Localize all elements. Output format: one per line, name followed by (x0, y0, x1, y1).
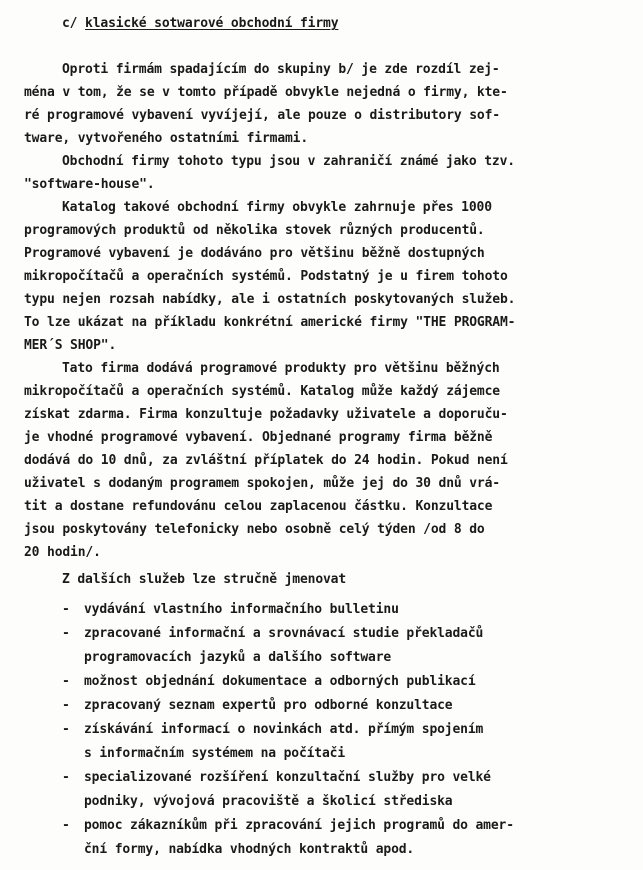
body-line: tware, vytvořeného ostatními firmami. (24, 131, 309, 146)
body-line: dodává do 10 dnů, za zvláštní příplatek do 24 hodin. Pokud není (24, 453, 508, 468)
heading-title: klasické sotwarové obchodní firmy (85, 16, 339, 31)
list-item-text: získávání informací o novinkách atd. přímým spojením (84, 722, 484, 737)
list-item-text: zpracovaný seznam expertů pro odborné konzultace (84, 698, 453, 713)
bullet-dash: - (62, 698, 70, 713)
body-line: ré programové vybavení vyvíjejí, ale pouze o distributory sof- (24, 108, 500, 123)
bullet-dash: - (62, 818, 70, 833)
list-item-text: specializované rozšíření konzultační služby pro velké (84, 770, 491, 785)
body-line: "software-house". (24, 177, 155, 192)
bullet-dash: - (62, 674, 70, 689)
body-line: Katalog takové obchodní firmy obvykle zahrnuje přes 1000 (62, 200, 492, 215)
bullet-dash: - (62, 770, 70, 785)
list-item-text: možnost objednání dokumentace a odborných publikací (84, 674, 476, 689)
body-line: Programové vybavení je dodáváno pro většinu běžně dostupných (24, 246, 485, 261)
body-line: uživatel s dodaným programem spokojen, může jej do 30 dnů vrá- (24, 476, 500, 491)
body-line: Oproti firmám spadajícím do skupiny b/ je zde rozdíl zej- (62, 62, 500, 77)
bullet-dash: - (62, 602, 70, 617)
body-line: Tato firma dodává programové produkty pro většinu běžných (62, 361, 500, 376)
list-item-text: vydávání vlastního informačního bulletinu (84, 602, 399, 617)
body-line: mikropočítačů a operačních systémů. Katalog může každý zájemce (24, 384, 500, 399)
body-line: mikropočítačů a operačních systémů. Podstatný je u firem tohoto (24, 269, 508, 284)
body-line: je vhodné programové vybavení. Objednané programy firma běžně (24, 430, 493, 445)
section-heading (62, 16, 338, 32)
body-line: MER´S SHOP". (24, 338, 117, 353)
list-item-text: programovacích jazyků a dalšího software (84, 650, 392, 665)
body-line: získat zdarma. Firma konzultuje požadavky uživatele a doporuču- (24, 407, 508, 422)
body-line: tit a dostane refundovánu celou zaplacenou částku. Konzultace (24, 499, 493, 514)
body-line: jsou poskytovány telefonicky nebo osobně celý týden /od 8 do (24, 522, 485, 537)
bullet-dash: - (62, 722, 70, 737)
body-line: ména v tom, že se v tomto případě obvykle nejedná o firmy, kte- (24, 85, 508, 100)
heading-prefix: c/ (62, 16, 78, 31)
body-line: typu nejen rozsah nabídky, ale i ostatních poskytovaných služeb. (24, 292, 516, 307)
list-item-text: podniky, vývojová pracoviště a školicí střediska (84, 794, 453, 809)
body-line: Z dalších služeb lze stručně jmenovat (62, 572, 347, 587)
body-line: Obchodní firmy tohoto typu jsou v zahraničí známé jako tzv. (62, 154, 515, 169)
body-line: To lze ukázat na příkladu konkrétní americké firmy "THE PROGRAM- (24, 315, 516, 330)
body-line: 20 hodin/. (24, 545, 101, 560)
list-item-text: pomoc zákazníkům při zpracování jejich programů do amer- (84, 818, 514, 833)
body-line: programových produktů od několika stovek různých producentů. (24, 223, 485, 238)
list-item-text: zpracované informační a srovnávací studie překladačů (84, 626, 484, 641)
list-item-text: s informačním systémem na počítači (84, 746, 346, 761)
list-item-text: ční formy, nabídka vhodných kontraktů apod. (84, 842, 415, 857)
bullet-dash: - (62, 626, 70, 641)
